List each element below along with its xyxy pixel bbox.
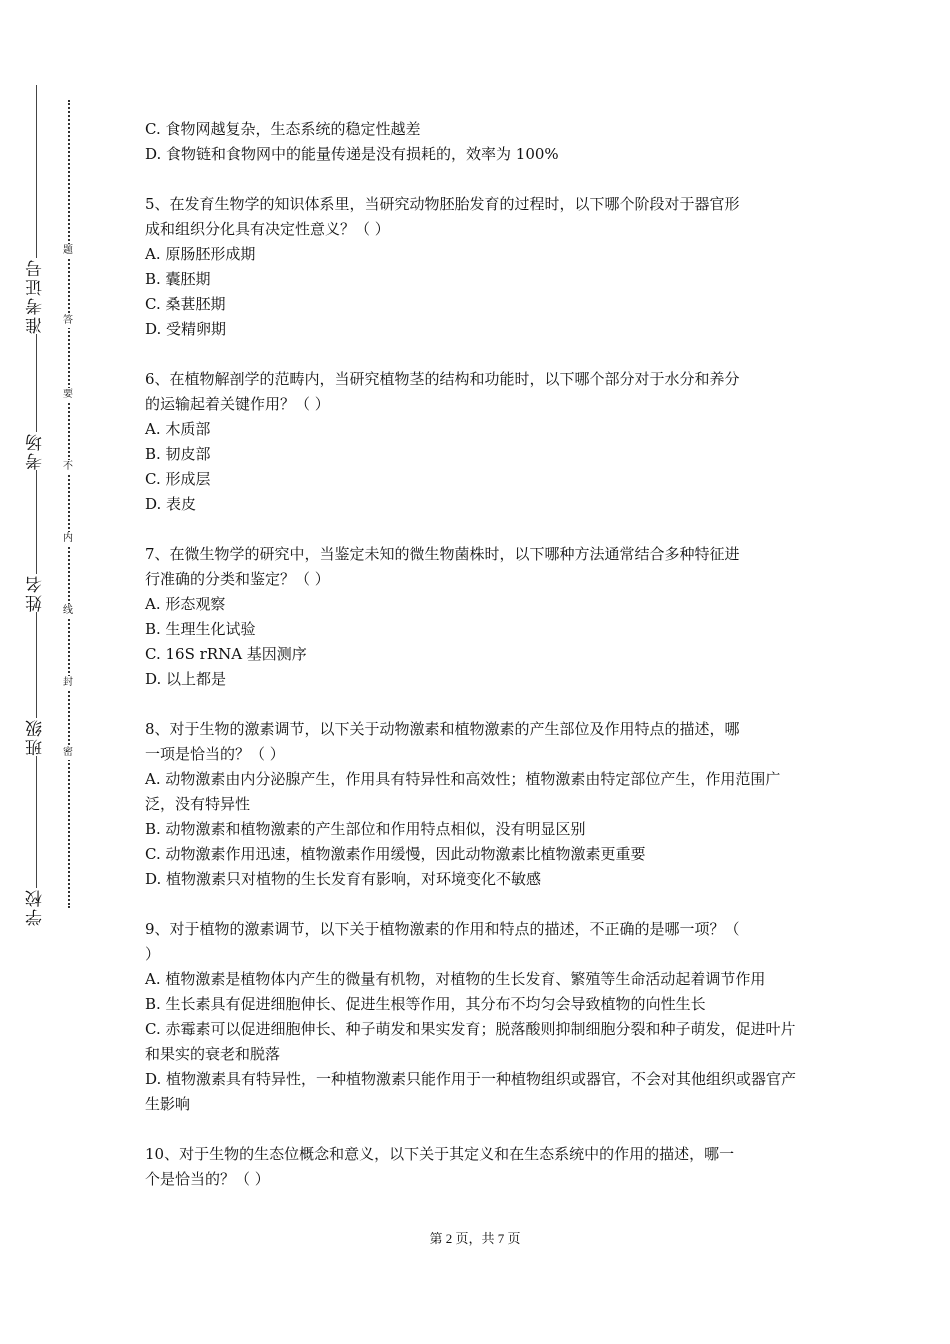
option: C. 形成层 [145, 470, 211, 488]
option: B. 囊胚期 [145, 270, 211, 288]
question-10 [145, 1142, 810, 1192]
continued-options [145, 117, 810, 167]
option: C. 16S rRNA 基因测序 [145, 645, 307, 663]
seal-char: 要 [60, 388, 76, 402]
option: A. 植物激素是植物体内产生的微量有机物，对植物的生长发育、繁殖等生命活动起着调节作用 [145, 970, 766, 988]
question-9 [145, 917, 810, 1117]
exam-number-label: 准考证号 [22, 258, 50, 334]
option: B. 韧皮部 [145, 445, 211, 463]
option: D. 植物激素具有特异性，一种植物激素只能作用于一种植物组织或器官，不会对其他组织或器官产生影响 [145, 1070, 797, 1113]
question-5 [145, 192, 810, 342]
question-7 [145, 542, 810, 692]
option: C. 赤霉素可以促进细胞伸长、种子萌发和果实发育；脱落酸则抑制细胞分裂和种子萌发，促进叶片和果实的衰老和脱落 [145, 1020, 796, 1063]
option: D. 以上都是 [145, 670, 227, 688]
seal-char: 题 [60, 244, 76, 258]
question-6 [145, 367, 810, 517]
question-stem: 8、对于生物的激素调节，以下关于动物激素和植物激素的产生部位及作用特点的描述，哪 [145, 720, 740, 738]
option: B. 动物激素和植物激素的产生部位和作用特点相似，没有明显区别 [145, 820, 586, 838]
class-label: 班级 [22, 718, 50, 756]
seal-char: 答 [60, 314, 76, 328]
option: A. 形态观察 [145, 595, 226, 613]
seal-dotted-line [68, 100, 70, 908]
question-stem: 行准确的分类和鉴定？（ ） [145, 570, 330, 588]
school-label: 学校 [22, 888, 50, 926]
seal-char: 线 [60, 604, 76, 618]
option: A. 木质部 [145, 420, 211, 438]
option: D. 受精卵期 [145, 320, 227, 338]
seal-char: 封 [60, 676, 76, 690]
page-footer: 第 2 页，共 7 页 [429, 1231, 521, 1246]
exam-content [145, 117, 810, 1217]
option: C. 食物网越复杂，生态系统的稳定性越差 [145, 120, 421, 138]
option: D. 表皮 [145, 495, 197, 513]
option: A. 原肠胚形成期 [145, 245, 256, 263]
question-stem: 一项是恰当的？（ ） [145, 745, 285, 763]
question-stem: 个是恰当的？（ ） [145, 1170, 270, 1188]
question-stem: 10、对于生物的生态位概念和意义，以下关于其定义和在生态系统中的作用的描述，哪一 [145, 1145, 735, 1163]
option: D. 植物激素只对植物的生长发育有影响，对环境变化不敏感 [145, 870, 542, 888]
seal-char: 不 [60, 460, 76, 474]
option: C. 动物激素作用迅速，植物激素作用缓慢，因此动物激素比植物激素更重要 [145, 845, 646, 863]
question-stem: 的运输起着关键作用？（ ） [145, 395, 330, 413]
seal-char: 密 [60, 746, 76, 760]
question-stem: 成和组织分化具有决定性意义？（ ） [145, 220, 390, 238]
exam-room-label: 考场 [22, 432, 50, 470]
question-stem: 5、在发育生物学的知识体系里，当研究动物胚胎发育的过程时，以下哪个阶段对于器官形 [145, 195, 740, 213]
question-8 [145, 717, 810, 892]
question-stem: 6、在植物解剖学的范畴内，当研究植物茎的结构和功能时，以下哪个部分对于水分和养分 [145, 370, 740, 388]
option: D. 食物链和食物网中的能量传递是没有损耗的，效率为 100% [145, 145, 559, 163]
option: C. 桑葚胚期 [145, 295, 226, 313]
seal-char: 内 [60, 532, 76, 546]
name-label: 姓名 [22, 574, 50, 612]
question-stem: ） [145, 945, 161, 963]
question-stem: 9、对于植物的激素调节，以下关于植物激素的作用和特点的描述，不正确的是哪一项？（ [145, 920, 740, 938]
binding-line [36, 85, 37, 923]
option: A. 动物激素由内分泌腺产生，作用具有特异性和高效性；植物激素由特定部位产生，作用范围广泛，没有特异性 [145, 770, 781, 813]
question-stem: 7、在微生物学的研究中，当鉴定未知的微生物菌株时，以下哪种方法通常结合多种特征进 [145, 545, 740, 563]
option: B. 生理生化试验 [145, 620, 256, 638]
option: B. 生长素具有促进细胞伸长、促进生根等作用，其分布不均匀会导致植物的向性生长 [145, 995, 706, 1013]
